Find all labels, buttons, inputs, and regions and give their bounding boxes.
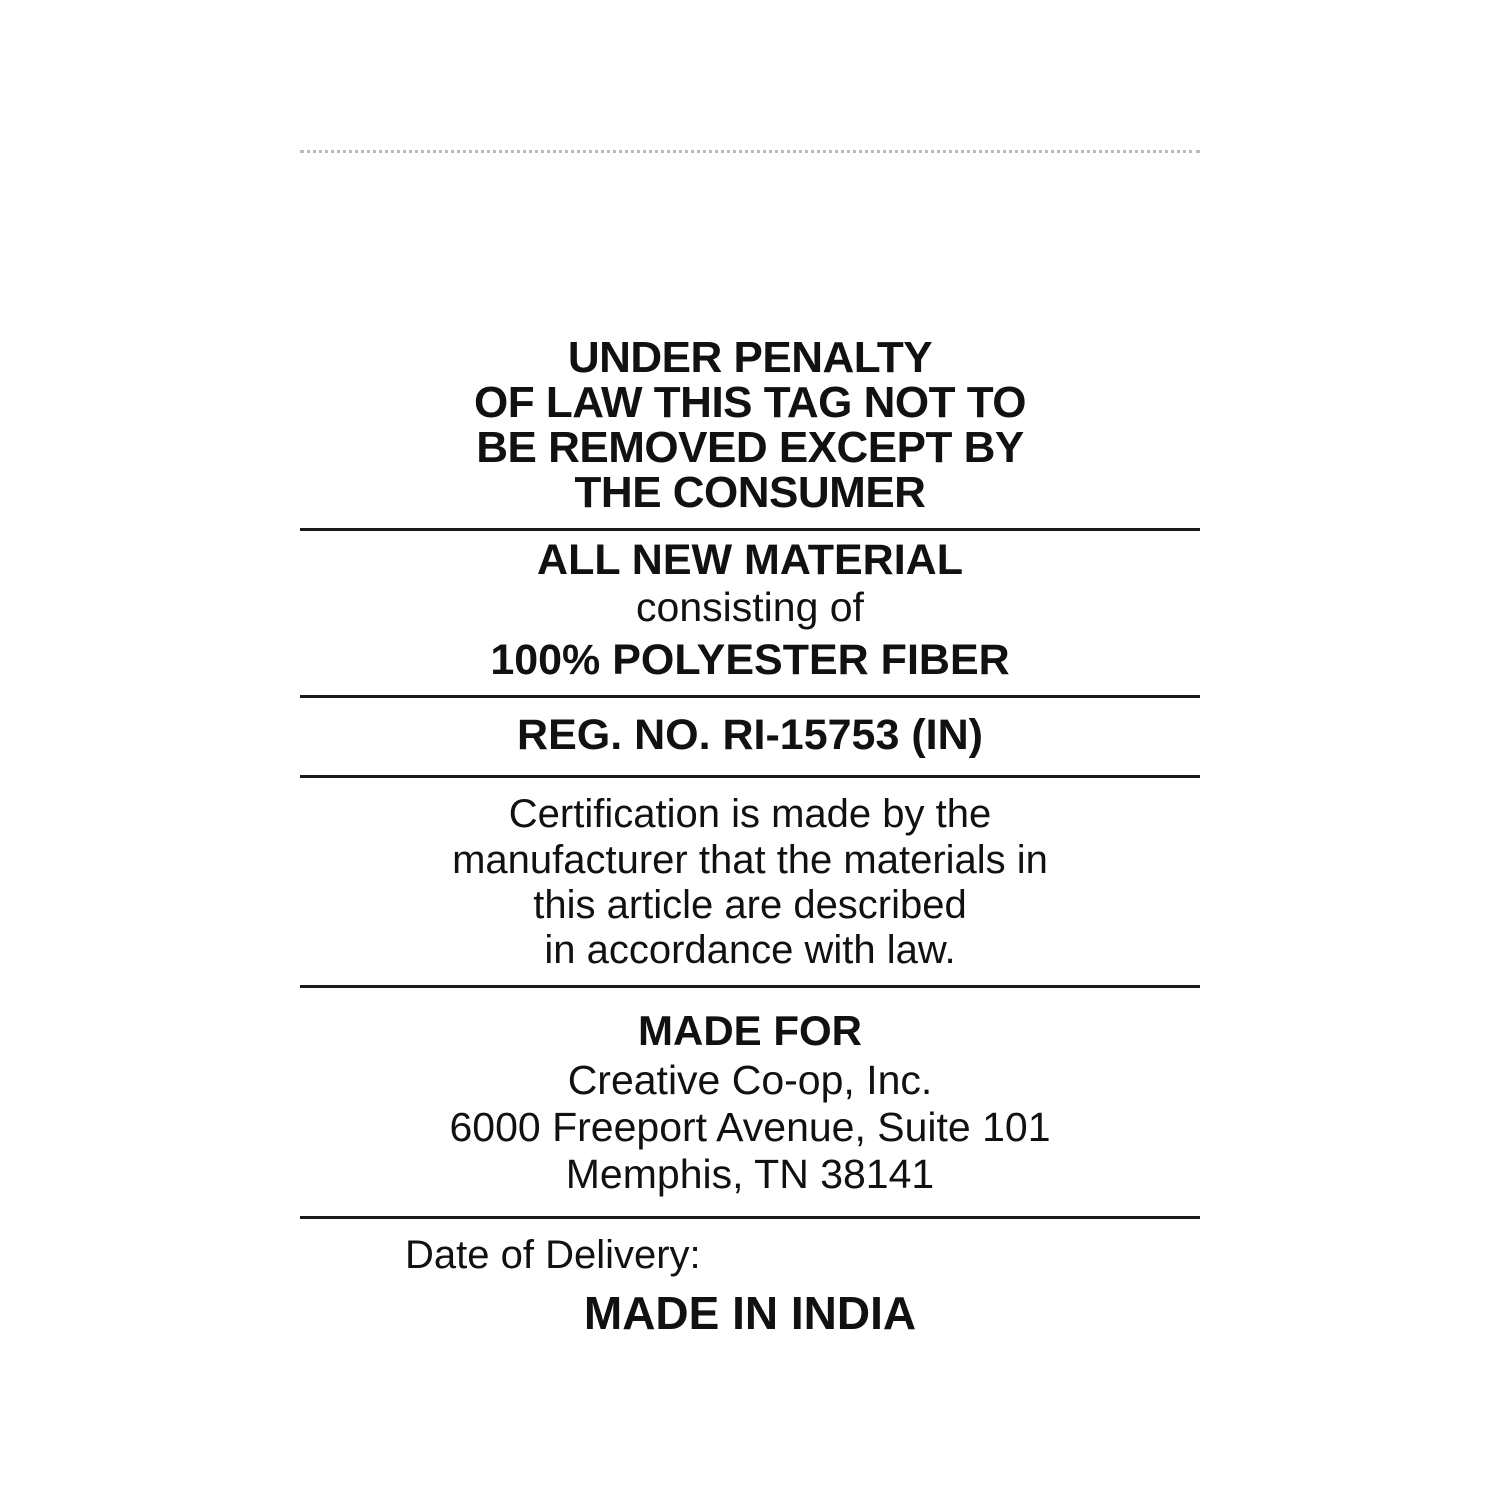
- delivery-section: [300, 1219, 1200, 1347]
- penalty-notice-line-1: UNDER PENALTY: [567, 333, 933, 382]
- certification-line-1: Certification is made by the: [508, 792, 992, 837]
- material-heading: ALL NEW MATERIAL: [537, 535, 963, 584]
- made-for-line-1: Creative Co-op, Inc.: [567, 1056, 933, 1103]
- made-for-address: [300, 1057, 1200, 1208]
- perforation-dotted-line: [300, 150, 1200, 155]
- made-for-label: MADE FOR: [638, 1007, 862, 1055]
- made-for-section: [300, 988, 1200, 1216]
- certification-line-3: this article are described: [533, 882, 967, 927]
- penalty-notice-line-2: OF LAW THIS TAG NOT TO: [474, 377, 1026, 427]
- certification-statement: [300, 778, 1200, 985]
- certification-line-2: manufacturer that the materials in: [452, 837, 1048, 882]
- certification-line-4: in accordance with law.: [544, 927, 956, 972]
- penalty-notice-line-3: BE REMOVED EXCEPT BY: [476, 422, 1024, 472]
- penalty-notice: [300, 330, 1200, 528]
- material-connector: consisting of: [636, 583, 864, 630]
- made-for-line-2: 6000 Freeport Avenue, Suite 101: [449, 1103, 1051, 1150]
- material-content: 100% POLYESTER FIBER: [490, 635, 1010, 684]
- delivery-date-label: Date of Delivery:: [405, 1232, 701, 1277]
- penalty-notice-line-4: THE CONSUMER: [574, 467, 926, 517]
- law-label-tag: [300, 150, 1200, 1346]
- registration-number: REG. NO. RI-15753 (IN): [517, 710, 983, 759]
- country-of-origin: MADE IN INDIA: [583, 1286, 917, 1339]
- material-section: [300, 531, 1200, 695]
- made-for-line-3: Memphis, TN 38141: [565, 1150, 935, 1197]
